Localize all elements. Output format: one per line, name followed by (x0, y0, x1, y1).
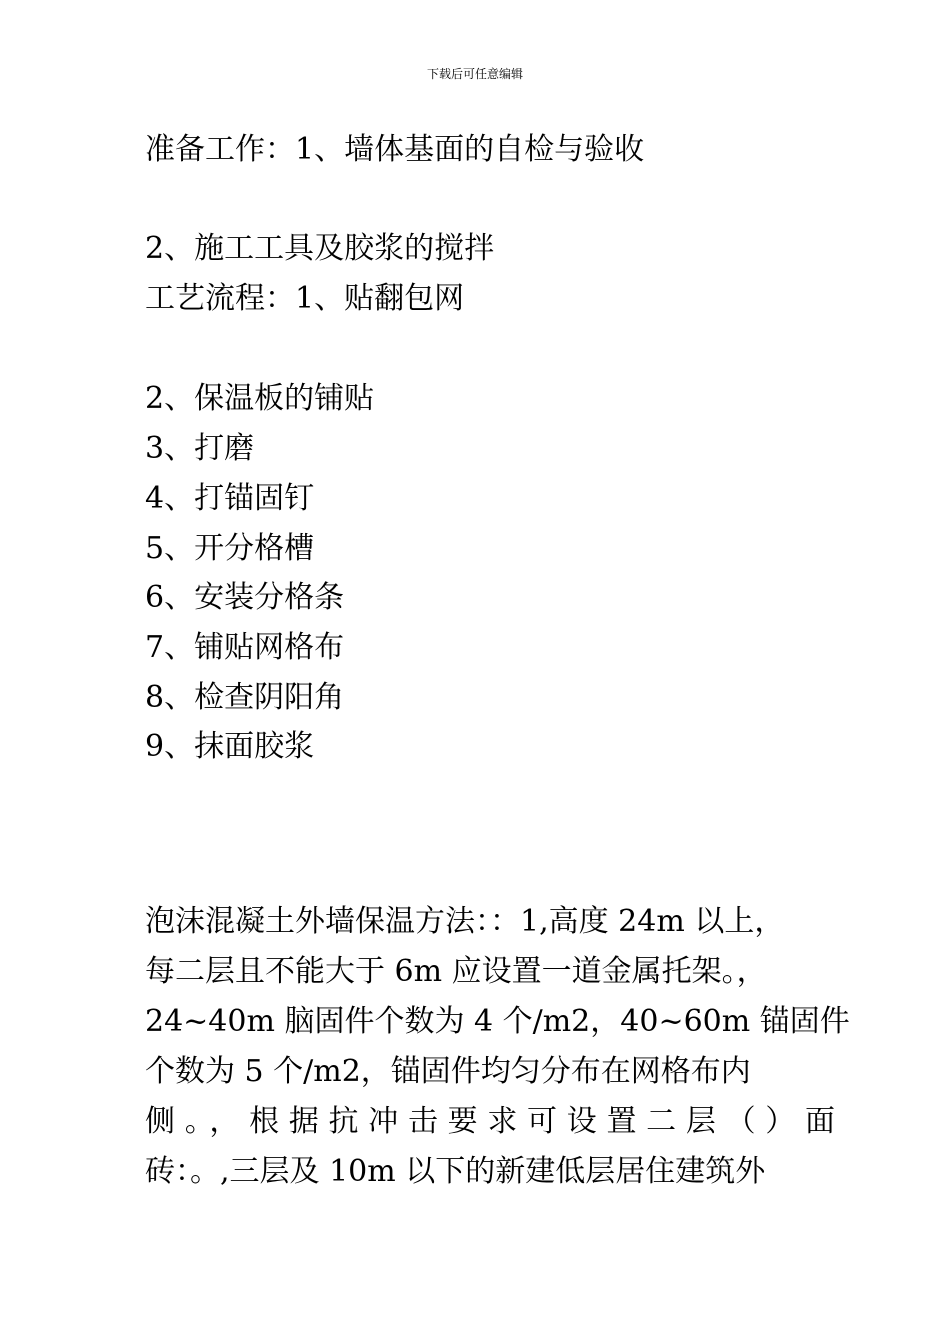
process-step: 3、打磨 (145, 431, 255, 466)
process-step: 8、检查阴阳角 (145, 680, 345, 715)
page-header: 下载后可任意编辑 (426, 67, 523, 81)
prep-step-2: 2、施工工具及胶浆的搅拌 (145, 231, 495, 266)
process-step: 9、抹面胶浆 (145, 729, 315, 764)
process-step: 5、开分格槽 (145, 531, 315, 566)
paragraph-line: 个数为 5 个/m2，锚固件均匀分布在网格布内 (145, 1054, 751, 1089)
prep-heading-line: 准备工作：1、墙体基面的自检与验收 (145, 132, 645, 167)
paragraph-line: 砖：。,三层及 10m 以下的新建低层居住建筑外 (145, 1154, 766, 1189)
paragraph-line: 每二层且不能大于 6m 应设置一道金属托架。， (145, 954, 767, 989)
paragraph-line: 24~40m 脑固件个数为 4 个/m2，40~60m 锚固件 (145, 1004, 850, 1039)
paragraph-line: 侧。，根据抗冲击要求可设置二层（）面 (145, 1104, 835, 1139)
process-step: 6、安装分格条 (145, 580, 345, 615)
process-step: 7、铺贴网格布 (145, 630, 345, 665)
process-step: 4、打锚固钉 (145, 481, 315, 516)
process-step: 2、保温板的铺贴 (145, 381, 375, 416)
paragraph-line: 泡沫混凝土外墙保温方法：：1,高度 24m 以上， (145, 904, 785, 939)
process-heading-line: 工艺流程：1、贴翻包网 (145, 281, 465, 316)
method-paragraph (145, 897, 850, 1197)
